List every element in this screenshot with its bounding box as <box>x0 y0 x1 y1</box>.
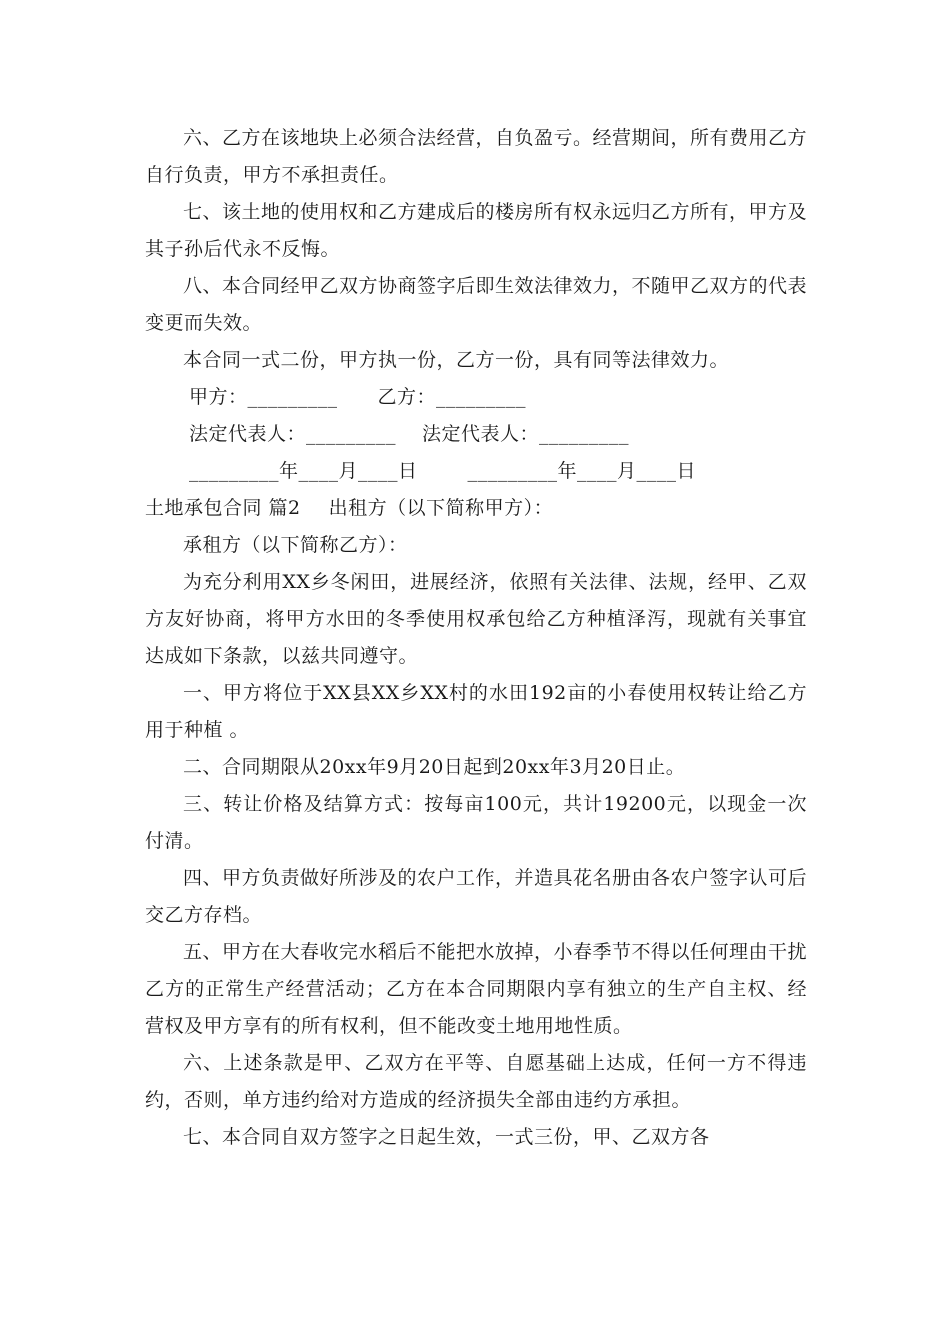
signature-party-row <box>145 379 807 416</box>
lessor-line: 出租方（以下简称甲方）： <box>328 497 554 519</box>
contract2-clause-1: 一、甲方将位于XX县XX乡XX村的水田192亩的小春使用权转让给乙方用于种植 。 <box>145 682 807 741</box>
contract2-clause-3: 三、转让价格及结算方式：按每亩100元，共计19200元，以现金一次付清。 <box>145 793 807 852</box>
date-a-signature: _________年____月____日 <box>189 460 418 482</box>
signature-rep-row <box>145 416 807 453</box>
contract2-clause-4: 四、甲方负责做好所涉及的农户工作，并造具花名册由各农户签字认可后交乙方存档。 <box>145 867 808 926</box>
clause-6-paragraph: 六、乙方在该地块上必须合法经营，自负盈亏。经营期间，所有费用乙方自行负责，甲方不承担责任。 <box>145 127 808 186</box>
copies-paragraph: 本合同一式二份，甲方执一份，乙方一份，具有同等法律效力。 <box>183 349 730 371</box>
contract2-clause-6: 六、上述条款是甲、乙双方在平等、自愿基础上达成，任何一方不得违约，否则，单方违约给对方造成的经济损失全部由违约方承担。 <box>145 1052 807 1111</box>
lessee-line: 承租方（以下简称乙方）： <box>183 534 408 556</box>
clause-8-paragraph: 八、本合同经甲乙双方协商签字后即生效法律效力，不随甲乙双方的代表变更而失效。 <box>145 275 808 334</box>
contract2-heading-row <box>145 490 807 527</box>
party-a-signature: 甲方：_________ <box>189 386 338 408</box>
contract2-clause-5: 五、甲方在大春收完水稻后不能把水放掉，小春季节不得以任何理由干扰乙方的正常生产经营活动；乙方在本合同期限内享有独立的生产自主权、经营权及甲方享有的所有权利，但不能改变土地用地性质。 <box>145 941 808 1037</box>
rep-a-signature: 法定代表人：_________ <box>189 423 397 445</box>
contract2-heading: 土地承包合同 篇2 <box>145 497 301 519</box>
party-b-signature: 乙方：_________ <box>377 386 527 408</box>
rep-b-signature: 法定代表人：_________ <box>422 423 630 445</box>
contract2-clause-7: 七、本合同自双方签字之日起生效，一式三份，甲、乙双方各 <box>183 1126 710 1148</box>
clause-7-paragraph: 七、该土地的使用权和乙方建成后的楼房所有权永远归乙方所有，甲方及其子孙后代永不反悔。 <box>145 201 808 260</box>
date-b-signature: _________年____月____日 <box>467 460 697 482</box>
contract2-preamble: 为充分利用XX乡冬闲田，进展经济，依照有关法律、法规，经甲、乙双方友好协商，将甲方水田的冬季使用权承包给乙方种植泽泻，现就有关事宜达成如下条款，以兹共同遵守。 <box>145 571 807 667</box>
contract2-clause-2: 二、合同期限从20xx年9月20日起到20xx年3月20日止。 <box>183 756 686 778</box>
signature-date-row <box>145 453 807 490</box>
document-page <box>145 120 807 1156</box>
